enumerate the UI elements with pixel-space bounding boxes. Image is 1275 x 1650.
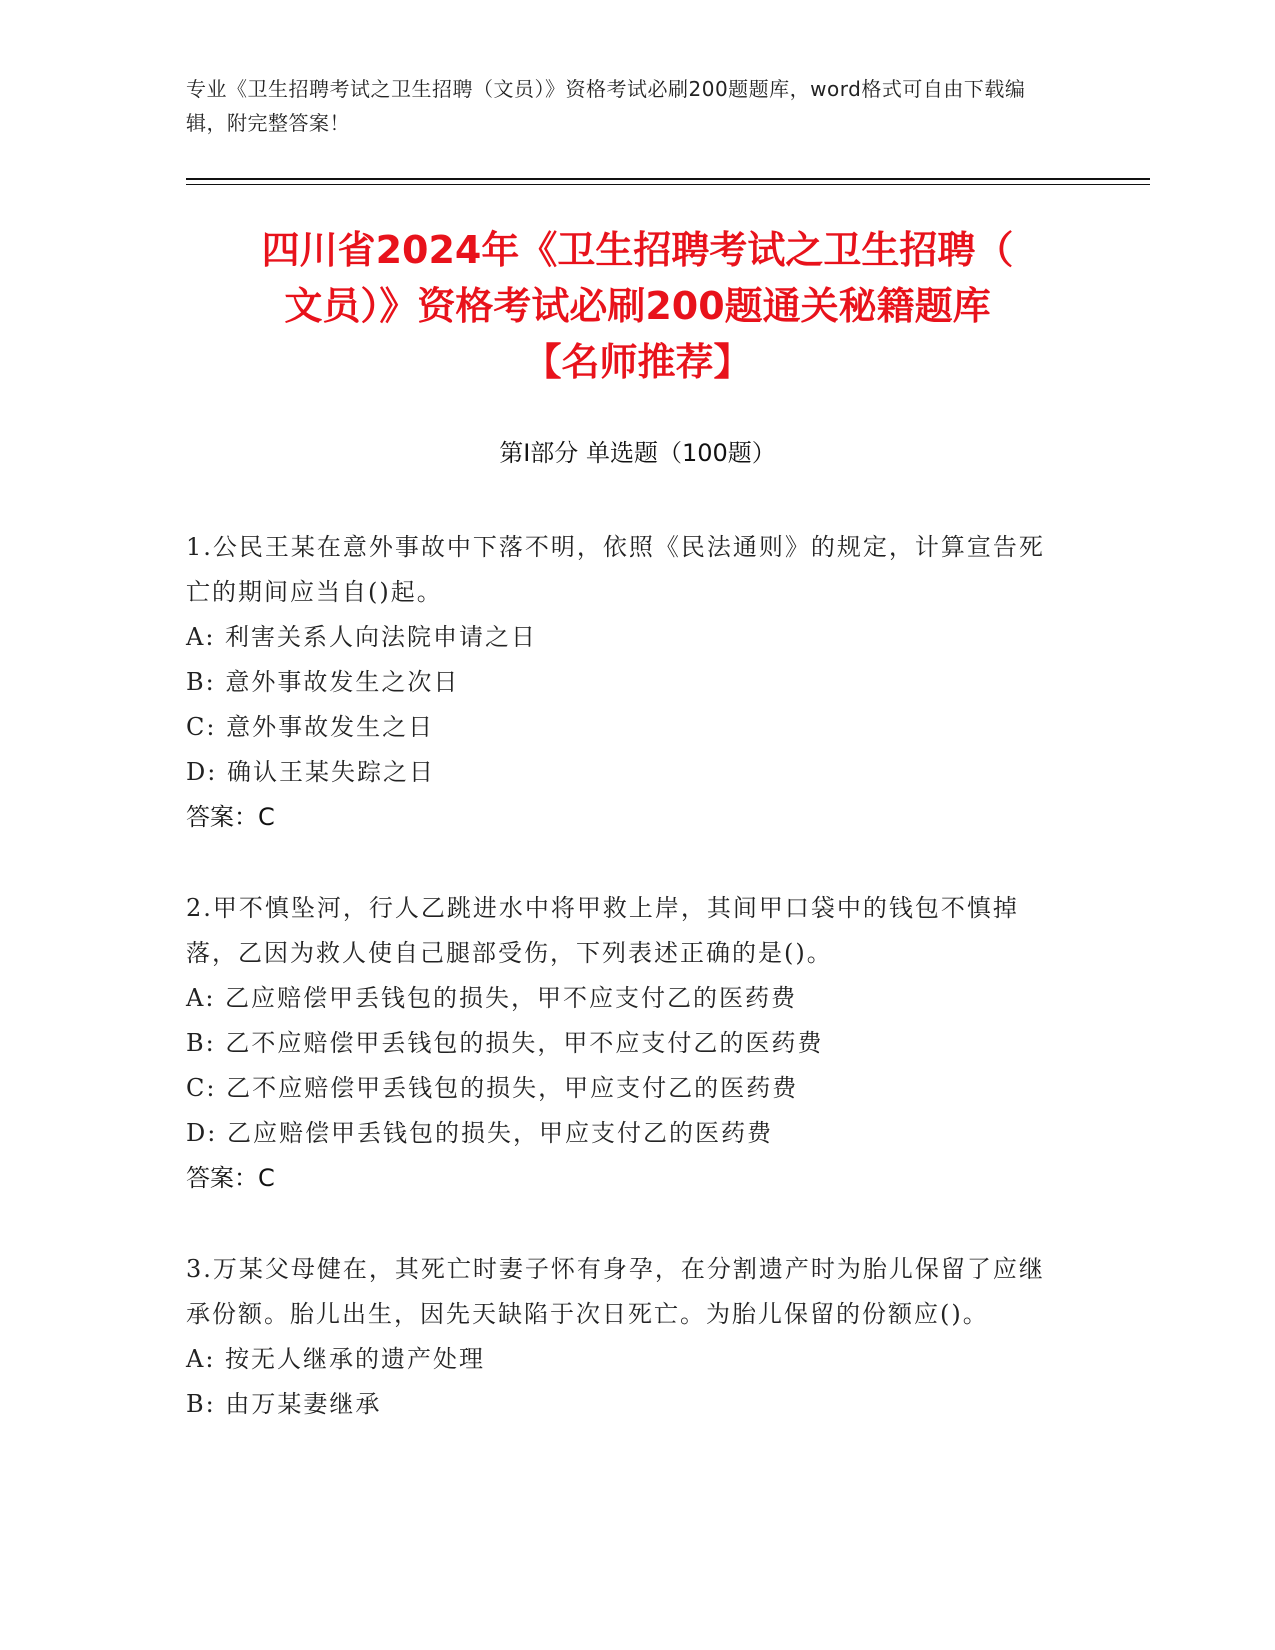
- option-d: D: 乙应赔偿甲丢钱包的损失，甲应支付乙的医药费: [186, 1119, 773, 1147]
- question-stem: 3.万某父母健在，其死亡时妻子怀有身孕，在分割遗产时为胎儿保留了应继承份额。胎儿出生，因先天缺陷于次日死亡。为胎儿保留的份额应()。: [186, 1255, 1045, 1328]
- option-a: A: 按无人继承的遗产处理: [186, 1345, 486, 1373]
- option-b: B: 乙不应赔偿甲丢钱包的损失，甲不应支付乙的医药费: [186, 1029, 824, 1057]
- option-b: B: 由万某妻继承: [186, 1390, 382, 1418]
- title-line-3: 【名师推荐】: [523, 340, 752, 384]
- section-heading: 第Ⅰ部分 单选题（100题）: [499, 439, 776, 467]
- option-a: A: 利害关系人向法院申请之日: [186, 623, 538, 651]
- option-c: C: 意外事故发生之日: [186, 713, 435, 741]
- question-stem: 1.公民王某在意外事故中下落不明，依照《民法通则》的规定，计算宣告死亡的期间应当自()起。: [186, 533, 1045, 606]
- answer: 答案：C: [186, 1164, 275, 1192]
- question-3: [186, 1247, 1066, 1427]
- option-b: B: 意外事故发生之次日: [186, 668, 460, 696]
- option-c: C: 乙不应赔偿甲丢钱包的损失，甲应支付乙的医药费: [186, 1074, 799, 1102]
- header-divider-thin: [186, 184, 1150, 185]
- question-stem: 2.甲不慎坠河，行人乙跳进水中将甲救上岸，其间甲口袋中的钱包不慎掉落，乙因为救人使自己腿部受伤，下列表述正确的是()。: [186, 894, 1019, 967]
- title-line-1: 四川省2024年《卫生招聘考试之卫生招聘（: [261, 228, 1014, 272]
- question-2: [186, 886, 1066, 1201]
- question-list: [186, 525, 1066, 1473]
- option-a: A: 乙应赔偿甲丢钱包的损失，甲不应支付乙的医药费: [186, 984, 798, 1012]
- document-title: [150, 222, 1125, 390]
- header-divider-thick: [186, 178, 1150, 180]
- header-note: 专业《卫生招聘考试之卫生招聘（文员）》资格考试必刷200题题库，word格式可自由下载编辑，附完整答案！: [186, 77, 1026, 135]
- answer: 答案：C: [186, 803, 275, 831]
- title-line-2: 文员）》资格考试必刷200题通关秘籍题库: [284, 284, 991, 328]
- option-d: D: 确认王某失踪之日: [186, 758, 435, 786]
- question-1: [186, 525, 1066, 840]
